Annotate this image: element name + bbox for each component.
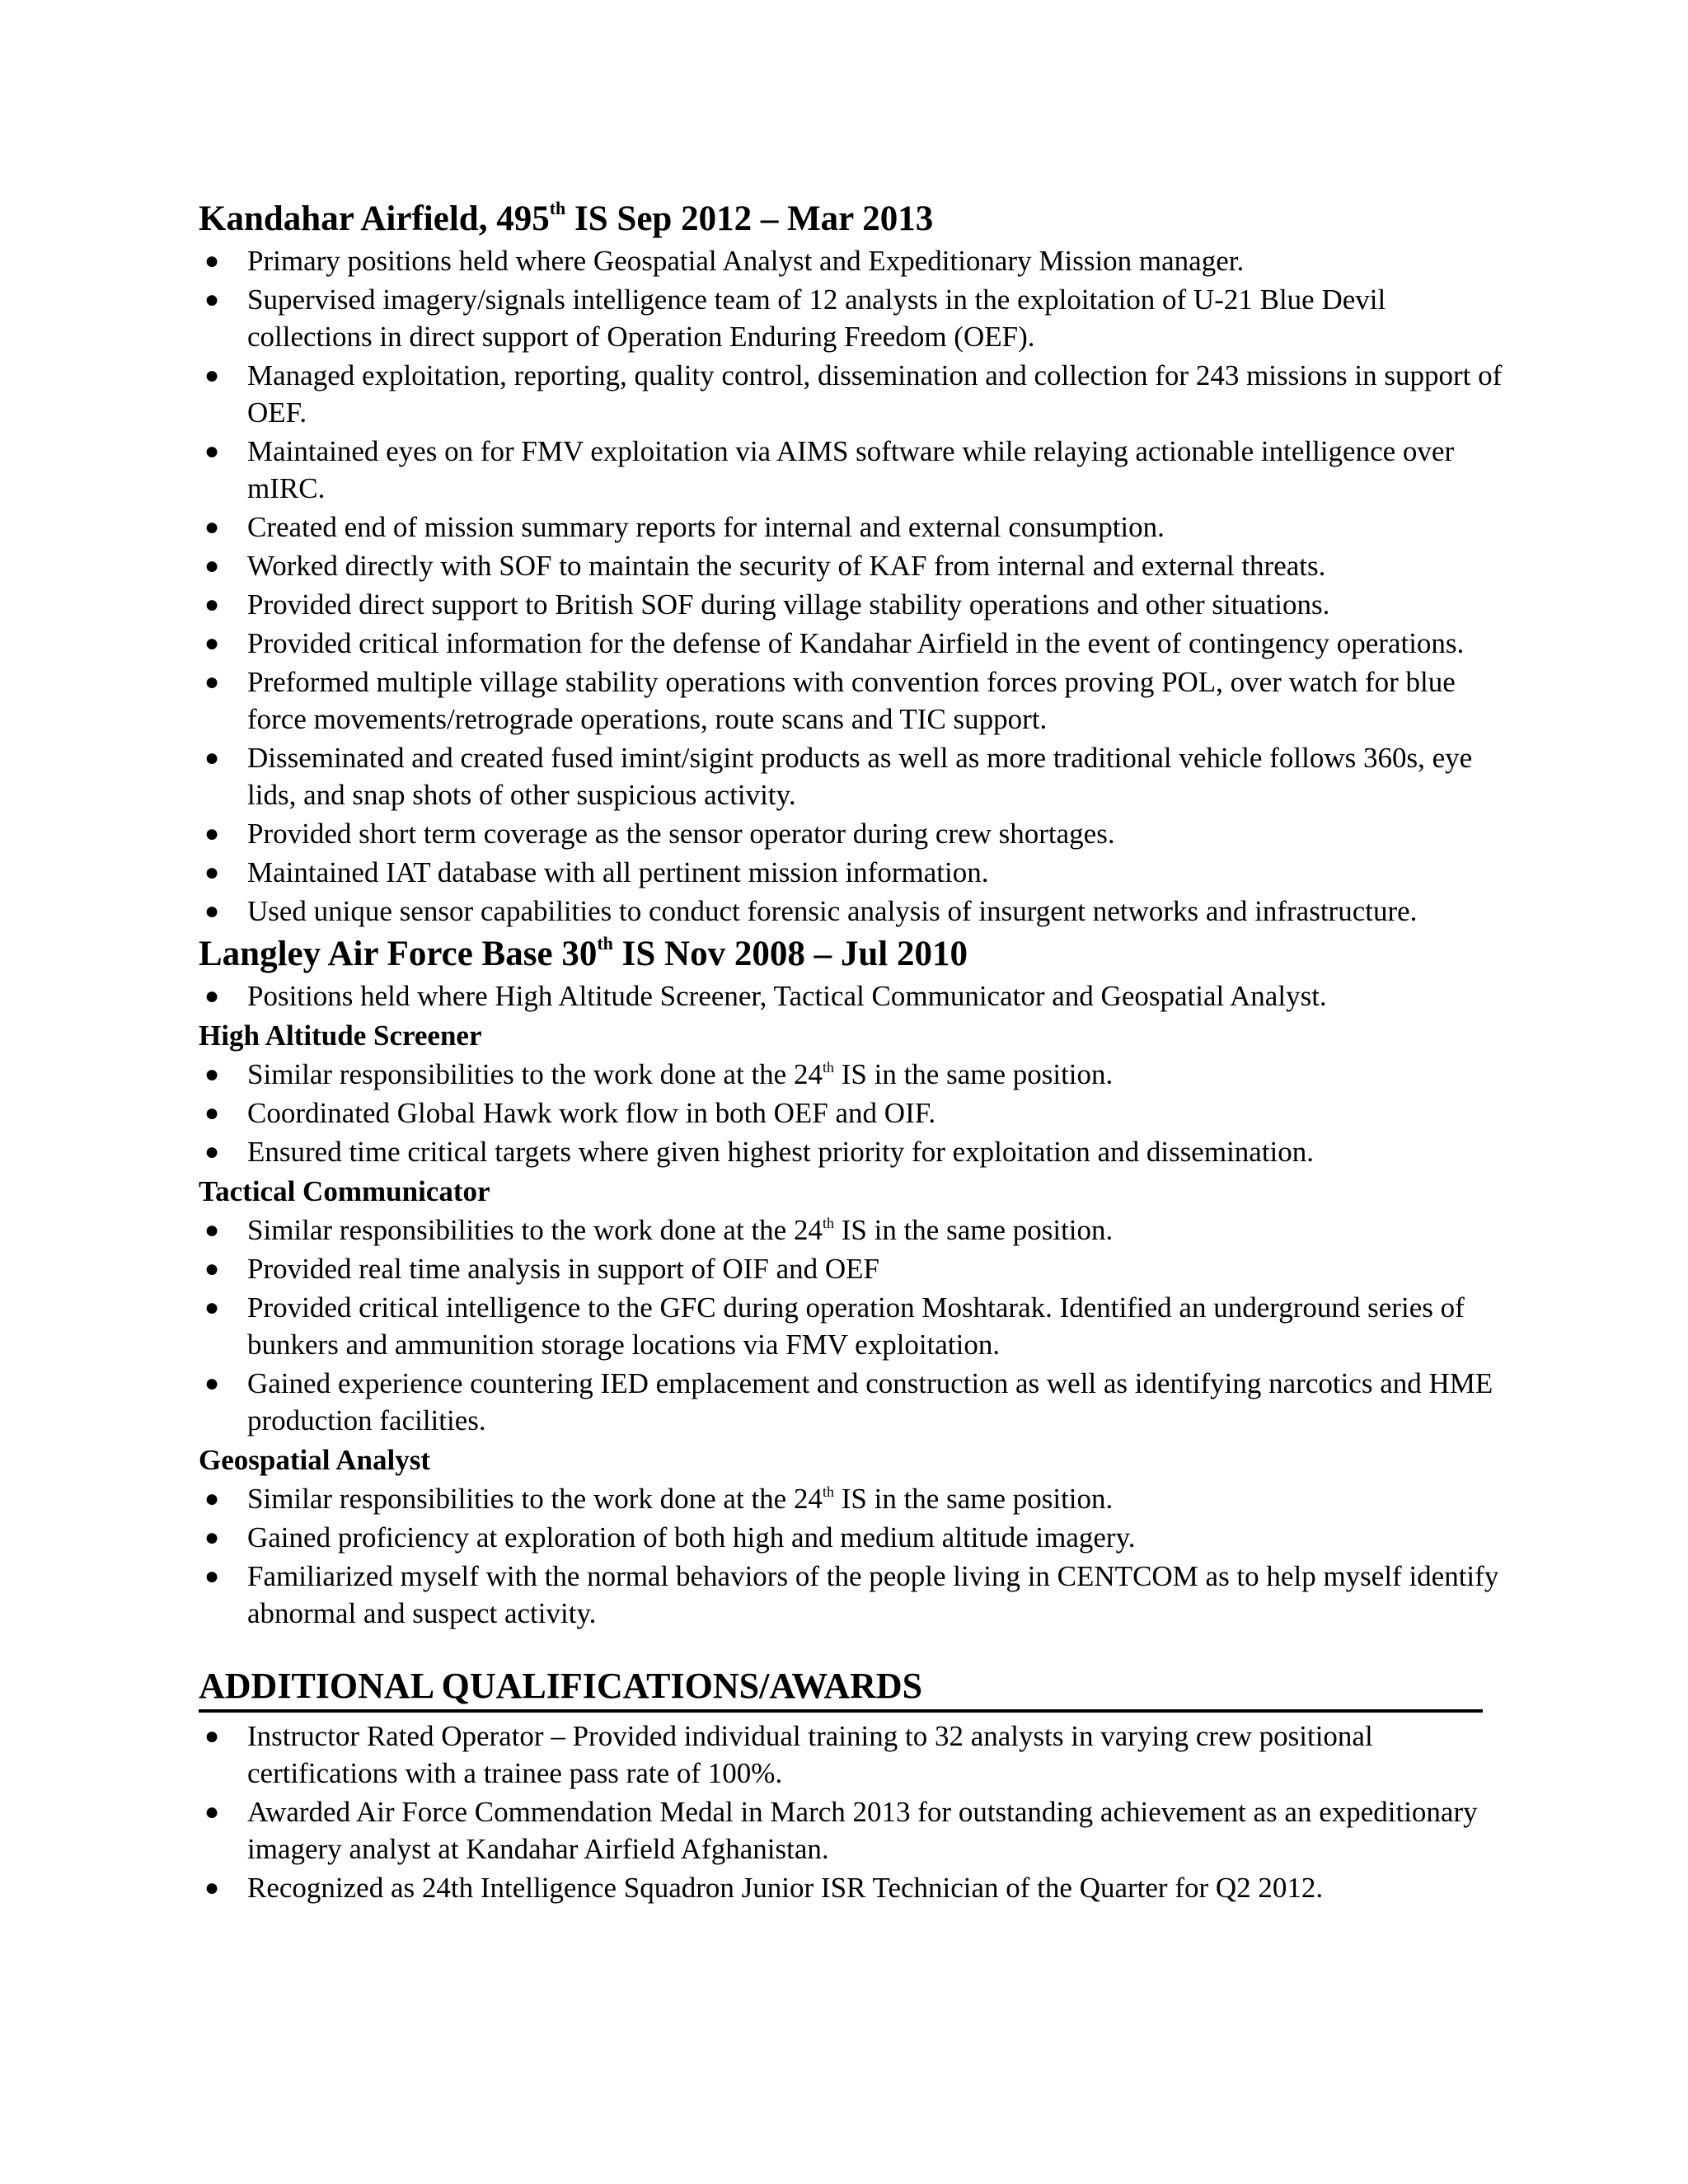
list-item: ● Preformed multiple village stability operations with convention forces proving POL, over watch for blue force movements/retrograde operations, route scans and TIC support. — [199, 663, 1508, 738]
bullet-icon: ● — [204, 1485, 220, 1512]
bullet-icon: ● — [204, 820, 220, 847]
langley-dates: IS Nov 2008 – Jul 2010 — [612, 935, 968, 973]
kandahar-sep: , — [478, 199, 497, 238]
list-item: ● Awarded Air Force Commendation Medal in March 2013 for outstanding achievement as an expeditionary imagery analyst at Kandahar Airfield Afghanistan. — [199, 1793, 1508, 1868]
high-altitude-screener-heading: High Altitude Screener — [199, 1019, 482, 1052]
list-item: ● Supervised imagery/signals intelligence team of 12 analysts in the exploitation of U-21 Blue Devil collections in direct support of Operation Enduring Freedom (OEF). — [199, 281, 1508, 355]
awards-bullet-list — [199, 1718, 1484, 1906]
bullet-icon: ● — [204, 1524, 220, 1551]
kandahar-unit-sup: th — [549, 198, 566, 218]
bullet-icon: ● — [204, 1874, 220, 1901]
list-item: ● Disseminated and created fused imint/sigint products as well as more traditional vehicle follows 360s, eye lids, and snap shots of other suspicious activity. — [199, 739, 1508, 813]
list-item: ● Similar responsibilities to the work done at the 24th IS in the same position. — [199, 1480, 1508, 1517]
list-item: ● Ensured time critical targets where given highest priority for exploitation and dissemination. — [199, 1133, 1508, 1170]
bullet-icon: ● — [204, 1370, 220, 1397]
list-item: ● Created end of mission summary reports for internal and external consumption. — [199, 509, 1508, 546]
kandahar-bullet-list — [199, 242, 1503, 930]
kandahar-dates: IS Sep 2012 – Mar 2013 — [565, 199, 934, 238]
list-item: ● Provided short term coverage as the sensor operator during crew shortages. — [199, 815, 1508, 852]
high-altitude-bullet-list — [199, 1056, 1484, 1170]
bullet-icon: ● — [204, 1138, 220, 1165]
bullet-icon: ● — [204, 859, 220, 886]
bullet-icon: ● — [204, 1216, 220, 1244]
bullet-icon: ● — [204, 1722, 220, 1750]
bullet-icon: ● — [204, 1061, 220, 1088]
bullet-icon: ● — [204, 286, 220, 313]
list-item: ● Provided real time analysis in support of OIF and OEF — [199, 1250, 1508, 1287]
list-item: ● Used unique sensor capabilities to conduct forensic analysis of insurgent networks and infrastructure. — [199, 893, 1508, 930]
resume-page — [199, 196, 1503, 1908]
bullet-icon: ● — [204, 1563, 220, 1590]
list-item: ● Instructor Rated Operator – Provided individual training to 32 analysts in varying crew positional certifications with a trainee pass rate of 100%. — [199, 1718, 1508, 1792]
list-item: ● Recognized as 24th Intelligence Squadron Junior ISR Technician of the Quarter for Q2 2012. — [199, 1869, 1508, 1906]
bullet-icon: ● — [204, 668, 220, 696]
bullet-icon: ● — [204, 247, 220, 274]
list-item: ● Managed exploitation, reporting, quality control, dissemination and collection for 243 missions in support of OEF. — [199, 357, 1508, 431]
bullet-icon: ● — [204, 362, 220, 389]
bullet-icon: ● — [204, 1255, 220, 1282]
bullet-icon: ● — [204, 630, 220, 657]
list-item: ● Provided direct support to British SOF during village stability operations and other situations. — [199, 586, 1508, 623]
list-item: ● Maintained IAT database with all pertinent mission information. — [199, 854, 1508, 891]
langley-unit-sup: th — [597, 933, 613, 954]
kandahar-unit-num: 495 — [496, 199, 550, 238]
geospatial-bullet-list — [199, 1480, 1499, 1632]
langley-place: Langley Air Force Base — [199, 935, 553, 973]
list-item: ● Positions held where High Altitude Screener, Tactical Communicator and Geospatial Analyst. — [199, 977, 1508, 1015]
list-item: ● Similar responsibilities to the work done at the 24th IS in the same position. — [199, 1212, 1508, 1249]
list-item: ● Maintained eyes on for FMV exploitation via AIMS software while relaying actionable intelligence over mIRC. — [199, 433, 1508, 507]
bullet-icon: ● — [204, 982, 220, 1010]
bullet-icon: ● — [204, 552, 220, 579]
bullet-icon: ● — [204, 1294, 220, 1321]
list-item: ● Provided critical information for the defense of Kandahar Airfield in the event of contingency operations. — [199, 625, 1508, 662]
list-item: ● Similar responsibilities to the work done at the 24th IS in the same position. — [199, 1056, 1508, 1093]
tactical-bullet-list — [199, 1212, 1493, 1439]
bullet-icon: ● — [204, 1099, 220, 1127]
langley-heading — [199, 931, 1484, 977]
langley-unit-num: 30 — [561, 935, 598, 973]
bullet-icon: ● — [204, 1798, 220, 1825]
geospatial-analyst-heading: Geospatial Analyst — [199, 1444, 431, 1476]
kandahar-place: Kandahar Airfield — [199, 199, 479, 238]
bullet-icon: ● — [204, 898, 220, 925]
list-item: ● Coordinated Global Hawk work flow in both OEF and OIF. — [199, 1094, 1508, 1132]
bullet-icon: ● — [204, 591, 220, 618]
bullet-icon: ● — [204, 744, 220, 771]
bullet-icon: ● — [204, 438, 220, 465]
list-item: ● Familiarized myself with the normal behaviors of the people living in CENTCOM as to help myself identify abnormal and suspect activity. — [199, 1558, 1508, 1632]
langley-sep — [553, 935, 562, 973]
list-item: ● Gained experience countering IED emplacement and construction as well as identifying narcotics and HME production facilities. — [199, 1365, 1508, 1439]
bullet-icon: ● — [204, 513, 220, 541]
awards-heading: ADDITIONAL QUALIFICATIONS/AWARDS — [199, 1665, 1483, 1713]
kandahar-heading — [199, 196, 1484, 242]
tactical-communicator-heading: Tactical Communicator — [199, 1175, 490, 1207]
list-item: ● Gained proficiency at exploration of both high and medium altitude imagery. — [199, 1519, 1508, 1556]
langley-intro-list — [199, 977, 1484, 1015]
list-item: ● Worked directly with SOF to maintain the security of KAF from internal and external threats. — [199, 547, 1508, 584]
list-item: ● Provided critical intelligence to the GFC during operation Moshtarak. Identified an underground series of bunkers and ammunition storage locations via FMV exploitation. — [199, 1289, 1508, 1363]
list-item: ● Primary positions held where Geospatial Analyst and Expeditionary Mission manager. — [199, 242, 1508, 279]
